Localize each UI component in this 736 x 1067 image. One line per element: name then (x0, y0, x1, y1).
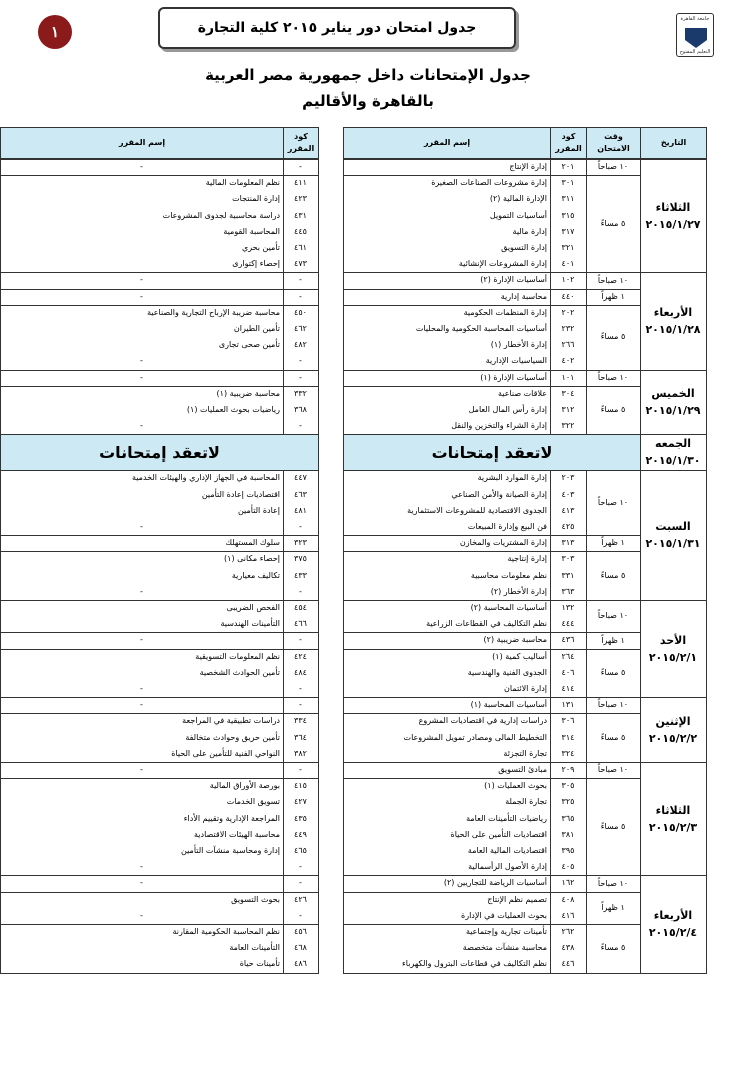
exam-date: ٢٠١٥/٢/٤ (648, 926, 698, 939)
right-course-name: إحصاء مكانى (١) (224, 554, 280, 564)
left-course-code: ١٦٢ (561, 878, 575, 888)
right-course-code: - (299, 356, 302, 366)
exam-date: ٢٠١٥/١/٢٧ (645, 217, 701, 231)
left-course-name: أساسيات المحاسبة (١) (470, 700, 547, 710)
right-course-name: - (140, 878, 143, 888)
left-course-code: ٤١٤ (561, 684, 575, 693)
right-course-code: - (299, 862, 302, 872)
right-course-name: - (140, 372, 143, 382)
left-course-code: ٤٠٢ (561, 356, 575, 366)
right-course-name: نظم المعلومات المالية (205, 178, 280, 188)
left-course-code: ٣٠٦ (561, 716, 575, 726)
right-course-name: اقتصاديات إعادة التأمين (201, 489, 280, 499)
left-course-code: ٣٢٢ (561, 421, 575, 431)
left-course-code: ٣١٣ (561, 538, 575, 548)
left-course-name: نظم معلومات محاسبية (470, 570, 547, 580)
right-course-code: ٤٣١ (294, 210, 307, 220)
right-course-code: ٤٣٣ (294, 570, 307, 580)
right-course-code: - (299, 765, 302, 774)
page-header (0, 0, 736, 122)
left-course-name: تصميم نظم الإنتاج (487, 894, 547, 904)
right-course-name: تأمين الحوادث الشخصية (199, 667, 280, 677)
left-course-name: إدارة الإنتاج (509, 162, 547, 171)
right-course-name: المحاسبة القومية (223, 226, 280, 236)
exam-time: ٥ مساءً (600, 570, 626, 580)
left-course-name: الإدارة المالية (٢) (489, 194, 547, 204)
left-course-name: أساسيات الإدارة (٢) (480, 275, 547, 285)
exam-time: ١٠ صباحاً (597, 700, 629, 710)
exam-time: ٥ مساءً (600, 405, 626, 415)
left-course-code: ٤٣٦ (561, 635, 575, 645)
left-course-name: بحوث العمليات في الإدارة (461, 910, 547, 920)
exam-date: ٢٠١٥/٢/١ (648, 650, 698, 664)
right-course-name: تأمين بحري (241, 243, 280, 252)
left-course-code: ٢٦٦ (561, 340, 575, 350)
left-course-name: إدارة الموارد البشرية (477, 473, 547, 483)
exam-time: ٥ مساءً (600, 732, 626, 742)
left-course-code: ١٠٢ (561, 275, 575, 285)
right-course-name: دراسات تطبيقية في المراجعة (182, 716, 280, 726)
exam-time: ١٠ صباحاً (597, 162, 629, 172)
right-course-name: - (140, 910, 143, 920)
right-course-name: إدارة المنتجات (232, 194, 280, 204)
left-course-code: ٣١٥ (561, 210, 575, 220)
left-course-name: إدارة الأصول الرأسمالية (468, 862, 547, 872)
left-course-code: ٢٠١ (561, 162, 575, 171)
right-course-code: ٤٦٨ (294, 943, 307, 953)
left-course-name: إدارة مشروعات الصناعات الصغيرة (431, 178, 547, 188)
exam-time: ١٠ صباحاً (597, 275, 629, 285)
left-course-code: ٣٠٥ (561, 781, 575, 791)
right-course-code: ٤١٥ (294, 781, 307, 791)
right-course-name: التأمينات الهندسية (220, 619, 280, 629)
right-course-code: - (299, 586, 302, 596)
right-course-code: ٤٦١ (294, 243, 307, 252)
right-course-code: ٤٢٣ (294, 194, 307, 204)
left-course-code: ٤٤٤ (561, 619, 575, 629)
left-course-name: رياضيات التأمينات العامة (466, 813, 547, 823)
left-course-name: أساليب كمية (١) (492, 651, 547, 661)
left-course-name: فن البيع وإدارة المبيعات (467, 522, 547, 531)
right-course-code: ٤٧٣ (294, 259, 307, 269)
day-name: السبت (655, 520, 691, 534)
exam-date: ٢٠١٥/١/٢٩ (645, 404, 701, 417)
right-course-name: رياضيات بحوث العمليات (١) (186, 405, 280, 414)
left-course-code: ١٣١ (561, 700, 575, 710)
left-course-code: ٤٠٦ (561, 667, 575, 677)
exam-date: ٢٠١٥/١/٣٠ (645, 454, 701, 468)
right-course-code: ٤٥٦ (294, 927, 307, 936)
left-course-code: ٣١١ (561, 194, 575, 204)
right-course-code: - (299, 684, 302, 693)
university-logo (676, 13, 714, 57)
exam-time: ٥ مساءً (600, 943, 626, 953)
exam-time: ٥ مساءً (600, 667, 626, 677)
right-course-code: ٤٢٤ (294, 651, 307, 661)
right-course-code: ٣٣٢ (294, 388, 307, 398)
right-course-code: ٤٦٣ (294, 489, 307, 499)
day-date-label (640, 199, 706, 233)
right-course-name: الفحص الضريبى (226, 603, 280, 612)
right-course-code: ٤٨٢ (294, 340, 307, 350)
left-course-name: محاسبة ضريبية (٢) (483, 635, 547, 645)
right-course-name: تأمينات حياة (239, 959, 280, 969)
left-course-code: ٣٦٥ (561, 813, 575, 823)
exam-time: ٥ مساءً (600, 821, 626, 831)
left-course-name: اقتصاديات التأمين على الحياة (450, 829, 547, 839)
right-course-name: - (140, 421, 143, 431)
left-course-name: مبادئ التسويق (498, 765, 547, 774)
right-course-code: ٤٥٤ (294, 603, 307, 612)
left-course-code: ٣١٢ (561, 405, 575, 414)
day-name: الإثنين (655, 714, 691, 728)
day-date-label (640, 802, 706, 836)
left-course-code: ٤٤٠ (561, 291, 575, 301)
page-title: جدول امتحان دور يناير ٢٠١٥ كلية التجارة (158, 7, 516, 49)
left-course-code: ١٣٢ (561, 603, 575, 612)
left-course-code: ٤٢٥ (561, 522, 575, 531)
left-course-name: إدارة الأخطار (١) (490, 340, 547, 350)
day-name: الأربعاء (653, 306, 693, 319)
left-course-name: تجارة الجملة (505, 797, 547, 807)
right-course-name: تسويق الخدمات (226, 797, 280, 807)
left-course-code: ٤١٣ (561, 505, 575, 515)
right-course-code: - (299, 421, 302, 431)
left-course-name: تأمينات تجارية وإجتماعية (465, 927, 547, 936)
day-name: الأحد (659, 633, 687, 647)
left-course-name: التخطيط المالى ومصادر تمويل المشروعات (403, 732, 547, 742)
exam-time: ١٠ صباحاً (597, 765, 629, 775)
right-course-code: ٤٨٦ (294, 959, 307, 969)
right-course-code: ٤٤٧ (294, 473, 307, 483)
right-course-code: ٣٦٤ (294, 732, 307, 742)
code-header-left: كود المقرر (550, 127, 587, 159)
right-course-code: - (299, 162, 302, 171)
left-course-code: ٣٠٣ (561, 554, 575, 564)
left-course-name: دراسات إدارية في اقتصاديات المشروع (418, 716, 547, 726)
exam-date: ٢٠١٥/١/٢٨ (645, 323, 701, 336)
exam-time: ١ ظهراً (601, 902, 625, 912)
left-course-name: أساسيات الرياضة للتجاريين (٢) (443, 878, 547, 888)
right-course-code: - (299, 372, 302, 382)
right-course-name: تكاليف معيارية (231, 570, 280, 580)
exam-time: ١٠ صباحاً (597, 611, 629, 621)
right-course-name: دراسة محاسبية لجدوى المشروعات (162, 210, 280, 220)
right-course-code: ٣٧٥ (294, 554, 307, 564)
exam-time: ١ ظهراً (601, 538, 625, 548)
exam-time: ٥ مساءً (600, 332, 626, 342)
right-course-name: نظم المحاسبة الحكومية المقارنة (172, 927, 280, 936)
left-course-code: ٣١٧ (561, 226, 575, 236)
exam-date: ٢٠١٥/٢/٣ (648, 820, 698, 834)
right-course-name: - (140, 162, 143, 171)
left-course-name: إدارة الائتمان (504, 684, 547, 693)
left-course-name: إدارة المنظمات الحكومية (463, 307, 547, 317)
exam-time: ١٠ صباحاً (597, 497, 629, 507)
exam-time: ١ ظهراً (601, 291, 625, 301)
day-name: الجمعه (654, 437, 692, 451)
date-header: التاريخ (640, 127, 707, 159)
right-course-code: - (299, 522, 302, 531)
day-date-label (640, 632, 706, 666)
right-course-code: ٤٦٢ (294, 324, 307, 333)
right-course-name: إحصاء إكتوارى (232, 259, 280, 269)
right-course-name: - (140, 635, 143, 645)
left-course-name: السياسيات الإدارية (485, 356, 547, 366)
right-course-name: المراجعة الإدارية وتقييم الأداء (183, 813, 280, 823)
left-course-name: نظم التكاليف في قطاعات البترول والكهرباء (402, 959, 547, 969)
left-course-code: ٤١٦ (561, 910, 575, 920)
left-course-code: ٤٠٥ (561, 862, 575, 872)
right-course-code: ٤٦٦ (294, 619, 307, 629)
left-course-code: ٤٠٨ (561, 894, 575, 904)
subtitle-location: بالقاهرة والأقاليم (302, 92, 434, 110)
right-course-code: - (299, 700, 302, 710)
day-date-label (640, 907, 706, 941)
right-course-name: - (140, 684, 143, 693)
right-course-name: إدارة ومحاسبة منشآت التأمين (181, 846, 280, 855)
right-course-code: ٣٢٣ (294, 538, 307, 548)
right-course-name: محاسبة ضريبة الإرباح التجارية والصناعية (147, 307, 280, 317)
left-course-name: إدارة المشتريات والمخازن (459, 538, 547, 548)
left-course-name: أساسيات التمويل (489, 210, 547, 220)
name-header-right: إسم المقرر (0, 127, 284, 159)
right-course-code: - (299, 275, 302, 285)
day-name: الخميس (651, 387, 695, 400)
left-course-code: ٤٠٣ (561, 489, 575, 499)
page-number-badge: ١ (38, 15, 72, 49)
right-course-name: إعادة التأمين (237, 505, 280, 515)
left-course-name: تجارة التجزئة (503, 748, 547, 758)
left-course-name: إدارة الصيانة والأمن الصناعي (451, 489, 547, 499)
left-course-name: إدارة رأس المال العامل (468, 405, 547, 414)
left-course-code: ٤٤٦ (561, 959, 575, 969)
exam-time: ١ ظهراً (601, 635, 625, 645)
left-course-name: أساسيات الإدارة (١) (480, 372, 547, 382)
right-course-code: ٤٦٥ (294, 846, 307, 855)
exam-date: ٢٠١٥/١/٣١ (645, 537, 701, 551)
right-course-name: النواحي الفنية للتأمين على الحياة (171, 748, 280, 758)
day-name: الثلاثاء (655, 200, 691, 214)
right-course-name: المحاسبة في الجهاز الإداري والهيئات الخدمية (131, 473, 280, 483)
right-course-code: ٣٣٤ (294, 716, 307, 726)
day-date-label (640, 435, 706, 469)
logo-bottom-text: التعليم المفتوح (679, 49, 711, 55)
right-course-name: محاسبة ضريبية (١) (216, 388, 280, 398)
right-course-name: التأمينات العامة (229, 943, 280, 953)
left-course-name: إدارة إنتاجية (507, 554, 547, 564)
left-course-code: ٣٠٤ (561, 388, 575, 398)
left-course-code: ١٠١ (561, 372, 575, 382)
right-course-name: تأمين صحى تجارى (218, 340, 280, 350)
left-course-name: أساسيات المحاسبة (٢) (470, 603, 547, 612)
right-course-code: ٤١١ (294, 178, 307, 188)
left-course-name: إدارة التسويق (501, 243, 547, 252)
right-course-name: بورصة الأوراق المالية (209, 781, 280, 791)
left-course-code: ٢٠٢ (561, 307, 575, 317)
right-course-name: تأمين الطيران (233, 324, 280, 333)
exam-date: ٢٠١٥/٢/٢ (648, 731, 698, 745)
day-date-label (640, 304, 706, 338)
left-course-name: بحوث العمليات (١) (484, 781, 547, 791)
left-course-name: الجدوى الفنية والهندسية (467, 667, 547, 677)
left-course-name: الجدوى الاقتصادية للمشروعات الاستثمارية (407, 505, 547, 515)
day-date-label (640, 518, 706, 552)
right-course-code: ٤٤٥ (294, 226, 307, 236)
right-course-code: ٤٢٦ (294, 894, 307, 904)
day-date-label (640, 713, 706, 747)
left-course-name: علاقات صناعية (497, 388, 547, 398)
no-exams-banner-right: لاتعقد إمتحانات (0, 434, 319, 471)
day-date-label (640, 385, 706, 419)
right-course-name: تأمين حريق وحوادث متخالفة (185, 732, 280, 742)
right-course-name: - (140, 356, 143, 366)
right-course-code: ٣٨٢ (294, 748, 307, 758)
exam-time: ٥ مساءً (600, 218, 626, 228)
subtitle-heading: جدول الإمتحانات داخل جمهورية مصر العربية (205, 66, 531, 84)
right-course-name: - (140, 586, 143, 596)
right-course-name: - (140, 700, 143, 710)
right-course-name: محاسبة الهيئات الاقتصادية (194, 829, 280, 839)
right-course-name: - (140, 522, 143, 531)
right-course-code: ٤٨٤ (294, 667, 307, 677)
exam-time: ١٠ صباحاً (597, 372, 629, 382)
left-course-code: ٣١٤ (561, 732, 575, 742)
logo-top-text: جامعة القاهرة (680, 16, 710, 22)
left-course-code: ٢٣٢ (561, 324, 575, 333)
time-header: وقت الامتحان (586, 127, 641, 159)
shield-icon (685, 28, 707, 48)
right-course-name: سلوك المستهلك (225, 538, 280, 548)
left-course-code: ٣٦٣ (561, 586, 575, 596)
right-course-code: ٣٦٨ (294, 405, 307, 414)
left-course-name: محاسبة منشآت متخصصة (462, 943, 547, 953)
right-course-code: - (299, 291, 302, 301)
left-course-code: ٣٠١ (561, 178, 575, 188)
day-name: الأربعاء (653, 909, 693, 922)
left-course-code: ٢٠٩ (561, 765, 575, 774)
left-course-code: ٤٠١ (561, 259, 575, 269)
right-course-name: نظم المعلومات التسويقية (195, 651, 280, 661)
right-course-code: ٤٢٧ (294, 797, 307, 807)
left-course-name: إدارة مالية (512, 226, 547, 236)
right-course-name: - (140, 765, 143, 774)
left-course-code: ٢٦٢ (561, 927, 575, 936)
left-course-name: اقتصاديات المالية العامة (467, 846, 547, 855)
right-course-code: - (299, 878, 302, 888)
right-course-name: - (140, 291, 143, 301)
left-course-code: ٣٢١ (561, 243, 575, 252)
exam-schedule-table (0, 127, 736, 1067)
left-course-name: محاسبة إدارية (500, 291, 547, 301)
left-course-name: إدارة الشراء والتخزين والنقل (451, 421, 547, 431)
right-course-code: ٤٤٩ (294, 829, 307, 839)
left-course-name: أساسيات المحاسبة الحكومية والمحليات (415, 324, 547, 333)
left-course-code: ٤٣٨ (561, 943, 575, 953)
left-course-name: نظم التكاليف في القطاعات الزراعية (426, 619, 547, 629)
no-exams-banner-left: لاتعقد إمتحانات (343, 434, 641, 471)
exam-time: ١٠ صباحاً (597, 878, 629, 888)
right-course-code: - (299, 910, 302, 920)
left-course-code: ٣٢٥ (561, 797, 575, 807)
right-course-code: ٤٣٥ (294, 813, 307, 823)
right-course-name: بحوث التسويق (231, 894, 280, 904)
day-name: الثلاثاء (655, 803, 691, 817)
right-course-code: ٤٥٠ (294, 307, 307, 317)
right-course-name: - (140, 275, 143, 285)
left-course-code: ٣٨١ (561, 829, 575, 839)
left-course-code: ٢٦٤ (561, 651, 575, 661)
right-course-code: ٤٨١ (294, 505, 307, 515)
left-course-code: ٢٠٣ (561, 473, 575, 483)
left-course-name: إدارة الأخطار (٢) (490, 586, 547, 596)
left-course-name: إدارة المشروعات الإنشائية (458, 259, 547, 269)
left-course-code: ٣٣١ (561, 570, 575, 580)
code-header-right: كود المقرر (283, 127, 319, 159)
name-header-left: إسم المقرر (343, 127, 551, 159)
left-course-code: ٣٩٥ (561, 846, 575, 855)
right-course-code: - (299, 635, 302, 645)
right-course-name: - (140, 862, 143, 872)
left-course-code: ٣٢٤ (561, 748, 575, 758)
